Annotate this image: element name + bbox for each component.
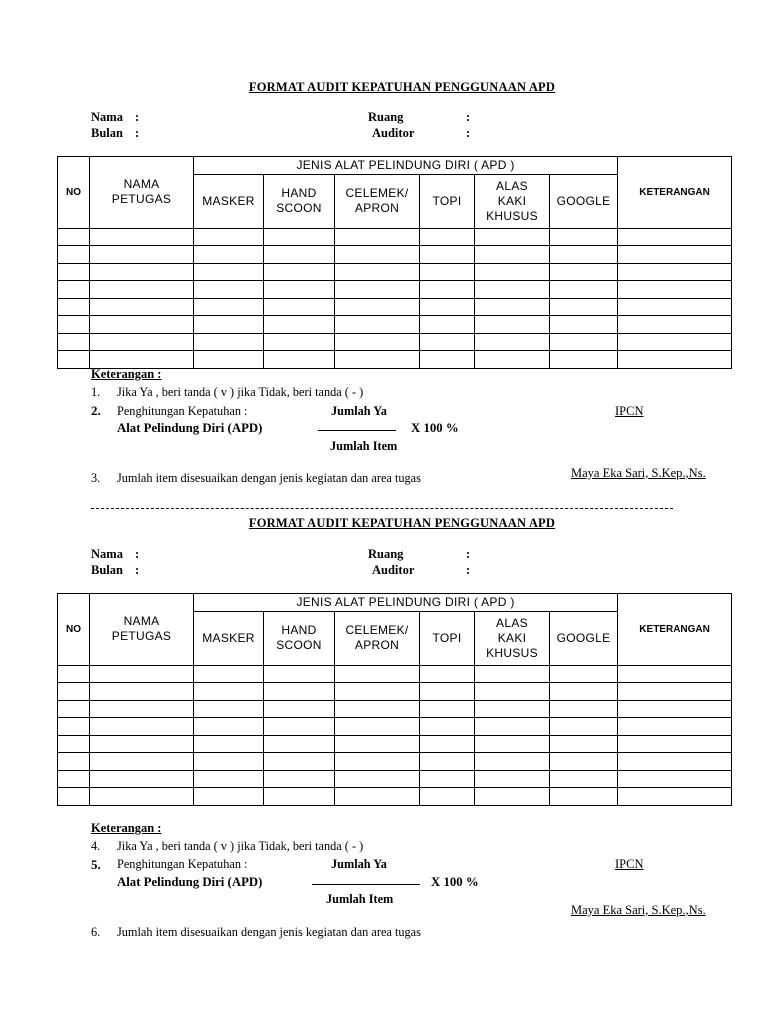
note-3: Jumlah item disesuaikan dengan jenis kegiatan dan area tugas xyxy=(117,471,421,485)
col-jenis-apd: JENIS ALAT PELINDUNG DIRI ( APD ) xyxy=(194,157,618,175)
table-cell[interactable] xyxy=(90,735,194,753)
table-row xyxy=(58,298,732,316)
table-cell[interactable] xyxy=(194,246,264,264)
table-cell[interactable] xyxy=(58,333,90,351)
table-cell[interactable] xyxy=(90,665,194,683)
table-cell[interactable] xyxy=(618,316,732,334)
col-nama-petugas: NAMA PETUGAS xyxy=(90,594,194,666)
table-cell[interactable] xyxy=(618,246,732,264)
table-cell[interactable] xyxy=(550,770,618,788)
table-cell[interactable] xyxy=(475,718,550,736)
table-cell[interactable] xyxy=(550,665,618,683)
apd-audit-table xyxy=(57,593,732,806)
table-body xyxy=(58,228,732,368)
table-cell[interactable] xyxy=(550,298,618,316)
table-cell[interactable] xyxy=(475,281,550,299)
table-cell[interactable] xyxy=(264,351,335,369)
col-topi: TOPI xyxy=(420,174,475,228)
x100: X 100 % xyxy=(431,875,479,889)
table-cell[interactable] xyxy=(550,735,618,753)
table-cell[interactable] xyxy=(90,333,194,351)
table-cell[interactable] xyxy=(550,788,618,806)
fraction-line xyxy=(318,430,396,431)
table-cell[interactable] xyxy=(475,298,550,316)
fraction-line xyxy=(312,884,420,885)
table-cell[interactable] xyxy=(194,665,264,683)
table-cell[interactable] xyxy=(194,700,264,718)
keterangan-heading: Keterangan : xyxy=(91,821,162,835)
table-cell[interactable] xyxy=(58,228,90,246)
table-cell[interactable] xyxy=(90,718,194,736)
table-cell[interactable] xyxy=(618,718,732,736)
table-cell[interactable] xyxy=(335,246,420,264)
col-alas-kaki: ALAS KAKI KHUSUS xyxy=(475,611,550,665)
table-cell[interactable] xyxy=(420,281,475,299)
col-keterangan: KETERANGAN xyxy=(618,594,732,666)
jumlah-item: Jumlah Item xyxy=(330,439,398,453)
table-cell[interactable] xyxy=(90,683,194,701)
table-cell[interactable] xyxy=(264,700,335,718)
table-cell[interactable] xyxy=(475,351,550,369)
col-alas-kaki: ALAS KAKI KHUSUS xyxy=(475,174,550,228)
table-cell[interactable] xyxy=(335,718,420,736)
table-cell[interactable] xyxy=(90,753,194,771)
table-cell[interactable] xyxy=(420,753,475,771)
table-cell[interactable] xyxy=(550,246,618,264)
table-cell[interactable] xyxy=(90,770,194,788)
table-row xyxy=(58,683,732,701)
table-cell[interactable] xyxy=(264,753,335,771)
form-title: FORMAT AUDIT KEPATUHAN PENGGUNAAN APD xyxy=(248,80,556,94)
col-nama-petugas: NAMA PETUGAS xyxy=(90,157,194,229)
table-row xyxy=(58,788,732,806)
table-cell[interactable] xyxy=(475,333,550,351)
table-cell[interactable] xyxy=(335,228,420,246)
ruang-colon: : xyxy=(466,110,471,124)
table-cell[interactable] xyxy=(475,683,550,701)
table-cell[interactable] xyxy=(618,228,732,246)
table-cell[interactable] xyxy=(264,246,335,264)
note-2-label: Penghitungan Kepatuhan : xyxy=(117,404,248,418)
keterangan-heading: Keterangan : xyxy=(91,367,162,381)
jumlah-item: Jumlah Item xyxy=(326,892,394,906)
table-row xyxy=(58,753,732,771)
table-cell[interactable] xyxy=(475,770,550,788)
table-cell[interactable] xyxy=(335,333,420,351)
table-cell[interactable] xyxy=(618,735,732,753)
table-row xyxy=(58,228,732,246)
table-cell[interactable] xyxy=(90,246,194,264)
table-cell[interactable] xyxy=(618,351,732,369)
table-cell[interactable] xyxy=(475,753,550,771)
table-cell[interactable] xyxy=(550,753,618,771)
table-row xyxy=(58,718,732,736)
note-1: Jika Ya , beri tanda ( v ) jika Tidak, beri tanda ( - ) xyxy=(117,385,364,399)
table-cell[interactable] xyxy=(264,735,335,753)
table-cell[interactable] xyxy=(194,683,264,701)
table-cell[interactable] xyxy=(618,281,732,299)
table-row xyxy=(58,351,732,369)
table-cell[interactable] xyxy=(90,298,194,316)
table-cell[interactable] xyxy=(550,700,618,718)
auditor-colon: : xyxy=(466,126,471,140)
table-cell[interactable] xyxy=(194,228,264,246)
table-cell[interactable] xyxy=(420,683,475,701)
table-cell[interactable] xyxy=(475,665,550,683)
table-row xyxy=(58,316,732,334)
nama-label: Nama xyxy=(91,110,123,124)
table-cell[interactable] xyxy=(618,788,732,806)
table-cell[interactable] xyxy=(264,228,335,246)
table-cell[interactable] xyxy=(550,718,618,736)
table-cell[interactable] xyxy=(90,788,194,806)
table-cell[interactable] xyxy=(618,770,732,788)
table-cell[interactable] xyxy=(475,788,550,806)
table-cell[interactable] xyxy=(58,665,90,683)
ipcn-label: IPCN xyxy=(615,404,644,418)
auditor-label: Auditor xyxy=(372,563,415,577)
table-cell[interactable] xyxy=(90,700,194,718)
table-cell[interactable] xyxy=(475,246,550,264)
table-cell[interactable] xyxy=(335,753,420,771)
table-cell[interactable] xyxy=(264,665,335,683)
table-row xyxy=(58,281,732,299)
note-3: Jumlah item disesuaikan dengan jenis kegiatan dan area tugas xyxy=(117,925,421,939)
table-cell[interactable] xyxy=(264,333,335,351)
table-cell[interactable] xyxy=(264,788,335,806)
ruang-label: Ruang xyxy=(368,547,404,561)
col-keterangan: KETERANGAN xyxy=(618,157,732,229)
apd-label: Alat Pelindung Diri (APD) xyxy=(117,875,263,889)
note-number-1: 1. xyxy=(91,385,101,399)
table-cell[interactable] xyxy=(550,281,618,299)
table-cell[interactable] xyxy=(194,298,264,316)
table-cell[interactable] xyxy=(58,700,90,718)
table-cell[interactable] xyxy=(618,700,732,718)
table-cell[interactable] xyxy=(420,788,475,806)
table-cell[interactable] xyxy=(335,316,420,334)
note-2-label: Penghitungan Kepatuhan : xyxy=(117,857,248,871)
table-cell[interactable] xyxy=(335,700,420,718)
table-cell[interactable] xyxy=(550,333,618,351)
table-cell[interactable] xyxy=(58,770,90,788)
col-hand-scoon: HAND SCOON xyxy=(264,174,335,228)
table-cell[interactable] xyxy=(264,718,335,736)
table-cell[interactable] xyxy=(90,228,194,246)
ipcn-label: IPCN xyxy=(615,857,644,871)
signature-name: Maya Eka Sari, S.Kep.,Ns. xyxy=(571,466,706,480)
table-cell[interactable] xyxy=(335,770,420,788)
table-cell[interactable] xyxy=(618,753,732,771)
col-google: GOOGLE xyxy=(550,174,618,228)
table-cell[interactable] xyxy=(475,735,550,753)
table-cell[interactable] xyxy=(550,263,618,281)
bulan-colon: : xyxy=(135,126,140,140)
jumlah-ya: Jumlah Ya xyxy=(331,857,387,871)
jumlah-ya: Jumlah Ya xyxy=(331,404,387,418)
ruang-colon: : xyxy=(466,547,471,561)
nama-colon: : xyxy=(135,110,140,124)
table-cell[interactable] xyxy=(618,333,732,351)
table-row xyxy=(58,333,732,351)
table-cell[interactable] xyxy=(420,333,475,351)
bulan-label: Bulan xyxy=(91,563,123,577)
note-number-3: 3. xyxy=(91,471,101,485)
table-row xyxy=(58,770,732,788)
table-cell[interactable] xyxy=(90,351,194,369)
nama-colon: : xyxy=(135,547,140,561)
table-cell[interactable] xyxy=(194,753,264,771)
table-cell[interactable] xyxy=(335,298,420,316)
table-cell[interactable] xyxy=(264,683,335,701)
ruang-label: Ruang xyxy=(368,110,404,124)
table-cell[interactable] xyxy=(58,316,90,334)
table-body xyxy=(58,665,732,805)
nama-label: Nama xyxy=(91,547,123,561)
table-cell[interactable] xyxy=(58,753,90,771)
table-cell[interactable] xyxy=(194,316,264,334)
table-cell[interactable] xyxy=(420,770,475,788)
table-cell[interactable] xyxy=(335,665,420,683)
apd-label: Alat Pelindung Diri (APD) xyxy=(117,421,263,435)
table-cell[interactable] xyxy=(335,788,420,806)
cut-line xyxy=(91,508,673,509)
col-topi: TOPI xyxy=(420,611,475,665)
bulan-colon: : xyxy=(135,563,140,577)
table-row xyxy=(58,735,732,753)
table-cell[interactable] xyxy=(58,246,90,264)
table-cell[interactable] xyxy=(335,263,420,281)
table-cell[interactable] xyxy=(550,351,618,369)
table-cell[interactable] xyxy=(420,316,475,334)
table-row xyxy=(58,700,732,718)
col-masker: MASKER xyxy=(194,611,264,665)
table-cell[interactable] xyxy=(264,263,335,281)
table-row xyxy=(58,263,732,281)
col-no: NO xyxy=(58,157,90,229)
col-celemek-apron: CELEMEK/ APRON xyxy=(335,611,420,665)
table-row xyxy=(58,665,732,683)
table-row xyxy=(58,246,732,264)
table-cell[interactable] xyxy=(90,281,194,299)
table-cell[interactable] xyxy=(58,298,90,316)
table-cell[interactable] xyxy=(420,246,475,264)
table-cell[interactable] xyxy=(420,700,475,718)
note-number-2: 2. xyxy=(91,403,101,418)
col-no: NO xyxy=(58,594,90,666)
table-cell[interactable] xyxy=(264,298,335,316)
table-cell[interactable] xyxy=(194,735,264,753)
col-hand-scoon: HAND SCOON xyxy=(264,611,335,665)
table-cell[interactable] xyxy=(194,788,264,806)
apd-audit-table xyxy=(57,156,732,369)
table-cell[interactable] xyxy=(420,718,475,736)
table-cell[interactable] xyxy=(550,316,618,334)
x100: X 100 % xyxy=(411,421,459,435)
note-number-2: 5. xyxy=(91,857,101,872)
table-cell[interactable] xyxy=(264,770,335,788)
bulan-label: Bulan xyxy=(91,126,123,140)
table-cell[interactable] xyxy=(420,665,475,683)
table-cell[interactable] xyxy=(194,263,264,281)
table-cell[interactable] xyxy=(58,735,90,753)
table-cell[interactable] xyxy=(420,351,475,369)
table-cell[interactable] xyxy=(194,333,264,351)
table-cell[interactable] xyxy=(618,683,732,701)
table-cell[interactable] xyxy=(264,281,335,299)
col-google: GOOGLE xyxy=(550,611,618,665)
signature-name: Maya Eka Sari, S.Kep.,Ns. xyxy=(571,903,706,917)
table-cell[interactable] xyxy=(420,263,475,281)
table-cell[interactable] xyxy=(335,735,420,753)
table-cell[interactable] xyxy=(264,316,335,334)
note-number-1: 4. xyxy=(91,839,101,853)
table-cell[interactable] xyxy=(618,263,732,281)
col-jenis-apd: JENIS ALAT PELINDUNG DIRI ( APD ) xyxy=(194,594,618,612)
auditor-colon: : xyxy=(466,563,471,577)
table-cell[interactable] xyxy=(58,683,90,701)
table-cell[interactable] xyxy=(475,700,550,718)
note-1: Jika Ya , beri tanda ( v ) jika Tidak, beri tanda ( - ) xyxy=(117,839,364,853)
note-number-3: 6. xyxy=(91,925,101,939)
table-cell[interactable] xyxy=(58,718,90,736)
table-cell[interactable] xyxy=(194,718,264,736)
table-cell[interactable] xyxy=(475,228,550,246)
table-cell[interactable] xyxy=(420,228,475,246)
table-cell[interactable] xyxy=(420,298,475,316)
table-cell[interactable] xyxy=(58,788,90,806)
auditor-label: Auditor xyxy=(372,126,415,140)
col-masker: MASKER xyxy=(194,174,264,228)
table-cell[interactable] xyxy=(475,316,550,334)
table-cell[interactable] xyxy=(58,263,90,281)
table-cell[interactable] xyxy=(194,351,264,369)
table-cell[interactable] xyxy=(618,665,732,683)
form-title: FORMAT AUDIT KEPATUHAN PENGGUNAAN APD xyxy=(248,516,556,530)
table-cell[interactable] xyxy=(90,263,194,281)
table-cell[interactable] xyxy=(194,281,264,299)
table-cell[interactable] xyxy=(335,281,420,299)
table-cell[interactable] xyxy=(475,263,550,281)
table-cell[interactable] xyxy=(58,351,90,369)
table-cell[interactable] xyxy=(194,770,264,788)
table-cell[interactable] xyxy=(58,281,90,299)
table-cell[interactable] xyxy=(90,316,194,334)
col-celemek-apron: CELEMEK/ APRON xyxy=(335,174,420,228)
table-cell[interactable] xyxy=(335,351,420,369)
table-cell[interactable] xyxy=(420,735,475,753)
table-cell[interactable] xyxy=(550,228,618,246)
table-cell[interactable] xyxy=(550,683,618,701)
table-cell[interactable] xyxy=(618,298,732,316)
table-cell[interactable] xyxy=(335,683,420,701)
